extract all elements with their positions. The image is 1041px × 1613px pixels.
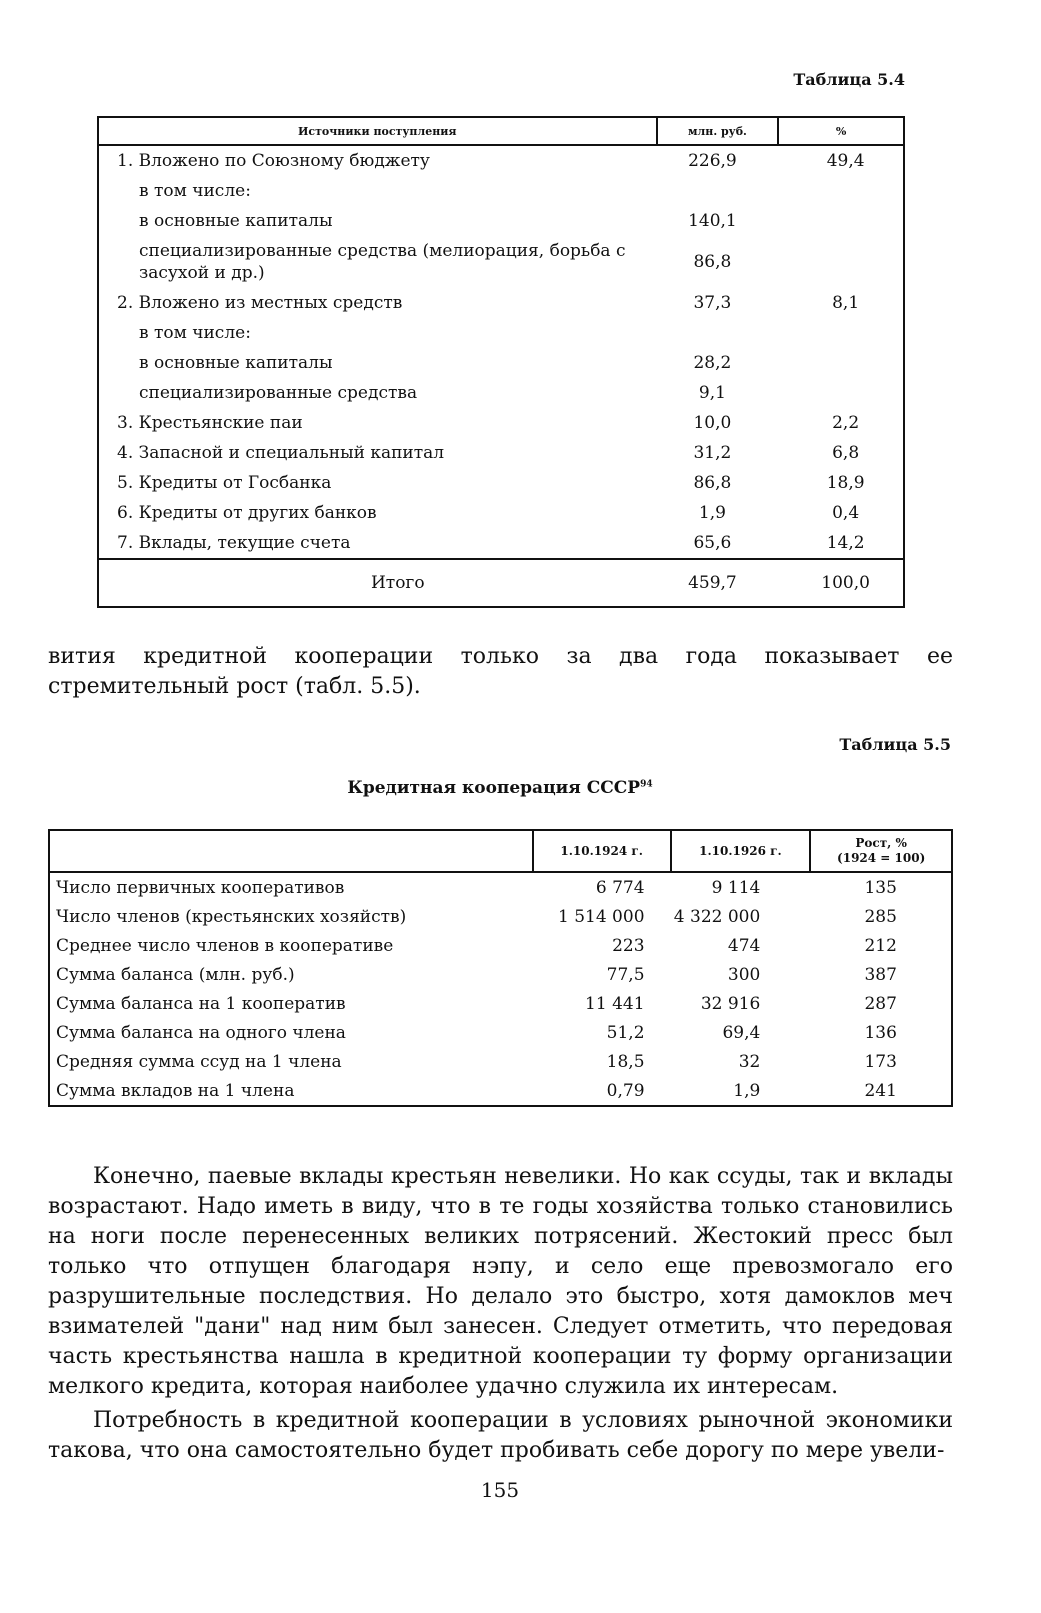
header-empty — [49, 830, 533, 872]
row-percent — [778, 176, 904, 206]
table-row — [49, 1047, 952, 1076]
row-label: Сумма вкладов на 1 члена — [56, 1080, 295, 1101]
row-percent: 6,8 — [832, 443, 860, 463]
table-5-4-label: Таблица 5.4 — [793, 70, 905, 89]
total-percent: 100,0 — [778, 559, 904, 607]
row-1926: 474 — [727, 935, 761, 956]
row-1926: 32 — [738, 1051, 761, 1072]
table-row — [49, 931, 952, 960]
header-mln-rub: млн. руб. — [657, 117, 779, 145]
row-growth: 212 — [864, 935, 897, 956]
row-1926: 4 322 000 — [673, 906, 761, 927]
table-row — [49, 1076, 952, 1106]
row-1924: 18,5 — [606, 1051, 645, 1072]
table-5-4 — [97, 116, 905, 608]
table-row — [98, 498, 904, 528]
row-1924: 77,5 — [606, 964, 645, 985]
row-value — [657, 176, 779, 206]
table-row — [49, 989, 952, 1018]
table-5-4-body — [98, 145, 904, 607]
row-label: Сумма баланса на одного члена — [56, 1022, 346, 1043]
paragraph-main: Конечно, паевые вклады крестьян невелики. Но как ссуды, так и вклады возрастают. Надо иметь в виду, что в те годы хозяйства только становились на ноги после перенесенных великих потрясений. Жестокий пресс был только что отпущен благодаря нэпу, и село еще превозмогало его разрушительные последствия. Но делало это быстро, хотя дамоклов меч взимателей "дани" над ним был занесен. Следует отметить, что передовая часть крестьянства нашла в кредитной кооперации ту форму организации мелкого кредита, которая наиболее удачно служила их интересам. — [48, 1164, 953, 1399]
row-value: 28,2 — [693, 353, 732, 373]
table-5-5-title — [0, 778, 1000, 798]
row-1926: 69,4 — [722, 1022, 761, 1043]
paragraph-closing: Потребность в кредитной кооперации в условиях рыночной экономики такова, что она самостоятельно будет пробивать себе дорогу по мере увели- — [48, 1408, 953, 1463]
row-1926: 9 114 — [711, 877, 761, 898]
row-label: Сумма баланса (млн. руб.) — [56, 964, 295, 985]
row-label: Сумма баланса на 1 кооператив — [56, 993, 346, 1014]
row-label: Число первичных кооперативов — [56, 877, 345, 898]
row-1924: 1 514 000 — [557, 906, 645, 927]
row-value: 140,1 — [688, 211, 737, 231]
row-value: 86,8 — [693, 473, 732, 493]
row-percent — [778, 378, 904, 408]
row-percent: 2,2 — [832, 413, 860, 433]
row-growth: 287 — [864, 993, 897, 1014]
row-growth: 135 — [864, 877, 897, 898]
row-percent: 14,2 — [826, 533, 865, 553]
header-growth — [810, 830, 952, 872]
row-label: Число членов (крестьянских хозяйств) — [56, 906, 407, 927]
table-5-5-label: Таблица 5.5 — [839, 735, 951, 754]
row-label: Средняя сумма ссуд на 1 члена — [56, 1051, 342, 1072]
row-label: 6. Кредиты от других банков — [117, 503, 377, 523]
row-value: 65,6 — [693, 533, 732, 553]
table-row — [98, 145, 904, 176]
row-value — [657, 318, 779, 348]
table-5-5-header — [49, 830, 952, 872]
row-value: 86,8 — [693, 252, 732, 272]
row-label: в основные капиталы — [139, 353, 333, 373]
row-1926: 32 916 — [700, 993, 761, 1014]
header-growth-title: Рост, % — [855, 836, 907, 850]
table-title-text: Кредитная кооперация СССР — [347, 778, 641, 798]
row-label: в том числе: — [139, 323, 251, 343]
row-value: 9,1 — [698, 383, 726, 403]
row-percent — [778, 236, 904, 288]
table-title-footnote: 94 — [640, 779, 653, 790]
page-number: 155 — [480, 1478, 520, 1502]
row-value: 37,3 — [693, 293, 732, 313]
row-label: Среднее число членов в кооперативе — [56, 935, 394, 956]
table-row — [49, 960, 952, 989]
row-label: специализированные средства (мелиорация, борьба с засухой и др.) — [139, 241, 626, 283]
header-1924: 1.10.1924 г. — [533, 830, 671, 872]
table-row — [98, 438, 904, 468]
row-percent — [778, 348, 904, 378]
table-row — [98, 348, 904, 378]
header-growth-base: (1924 = 100) — [837, 851, 926, 865]
row-percent: 18,9 — [826, 473, 865, 493]
table-row — [98, 236, 904, 288]
total-value: 459,7 — [657, 559, 779, 607]
row-1924: 223 — [612, 935, 645, 956]
table-row — [98, 288, 904, 318]
row-label: в основные капиталы — [139, 211, 333, 231]
row-1926: 1,9 — [733, 1080, 761, 1101]
row-growth: 241 — [864, 1080, 897, 1101]
row-1924: 11 441 — [585, 993, 645, 1014]
row-value: 226,9 — [688, 151, 737, 171]
table-5-4-header — [98, 117, 904, 145]
paragraph-intro: вития кредитной кооперации только за два года показывает ее стремительный рост (табл. 5.5). — [48, 644, 953, 699]
row-label: 2. Вложено из местных средств — [117, 293, 403, 313]
row-label: 5. Кредиты от Госбанка — [117, 473, 332, 493]
row-1924: 51,2 — [606, 1022, 645, 1043]
row-growth: 136 — [864, 1022, 897, 1043]
table-row — [49, 872, 952, 902]
total-label: Итого — [98, 559, 657, 607]
row-1924: 6 774 — [595, 877, 645, 898]
table-row — [98, 176, 904, 206]
header-1926: 1.10.1926 г. — [671, 830, 811, 872]
row-growth: 285 — [864, 906, 897, 927]
row-label: в том числе: — [139, 181, 251, 201]
table-row — [49, 902, 952, 931]
row-label: 1. Вложено по Союзному бюджету — [117, 151, 430, 171]
row-percent — [778, 206, 904, 236]
row-1926: 300 — [727, 964, 761, 985]
row-label: специализированные средства — [139, 383, 418, 403]
row-value: 10,0 — [693, 413, 732, 433]
table-row — [98, 378, 904, 408]
row-1924: 0,79 — [606, 1080, 645, 1101]
row-value: 1,9 — [698, 503, 726, 523]
table-row — [98, 528, 904, 559]
header-percent: % — [778, 117, 904, 145]
table-row — [98, 318, 904, 348]
header-sources: Источники поступления — [98, 117, 657, 145]
row-label: 7. Вклады, текущие счета — [117, 533, 351, 553]
row-percent: 8,1 — [832, 293, 860, 313]
row-label: 3. Крестьянские паи — [117, 413, 303, 433]
row-value: 31,2 — [693, 443, 732, 463]
table-row — [98, 468, 904, 498]
row-percent: 0,4 — [832, 503, 860, 523]
table-row — [98, 408, 904, 438]
table-total-row — [98, 559, 904, 607]
table-5-5-body — [49, 872, 952, 1106]
row-percent: 49,4 — [826, 151, 865, 171]
row-growth: 173 — [864, 1051, 897, 1072]
row-percent — [778, 318, 904, 348]
table-row — [49, 1018, 952, 1047]
row-label: 4. Запасной и специальный капитал — [117, 443, 445, 463]
table-row — [98, 206, 904, 236]
row-growth: 387 — [864, 964, 897, 985]
table-5-5 — [48, 829, 953, 1107]
